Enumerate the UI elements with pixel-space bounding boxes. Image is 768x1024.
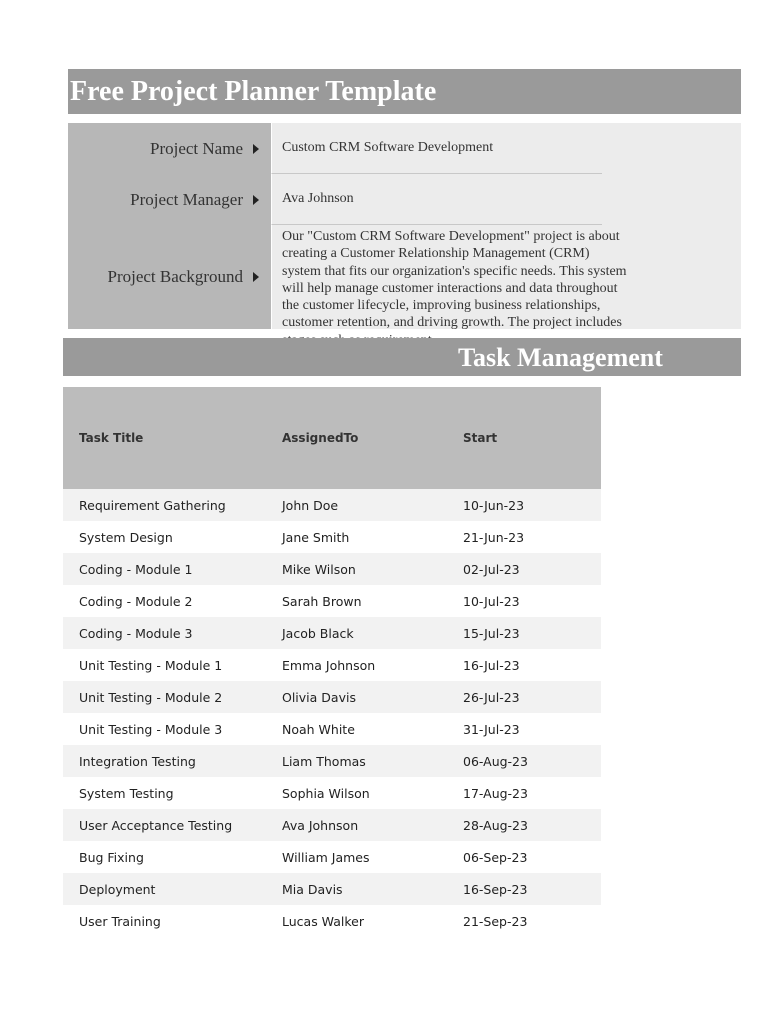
start-date-cell[interactable]: 16-Jul-23 [463,657,520,673]
start-date-cell[interactable]: 02-Jul-23 [463,561,520,577]
table-row[interactable] [63,521,601,553]
project-background-label-text: Project Background [107,267,243,286]
assigned-to-cell[interactable]: John Doe [282,497,339,513]
assigned-to-cell[interactable]: Liam Thomas [282,753,366,769]
table-row[interactable] [63,489,601,521]
task-title-cell[interactable]: Deployment [79,881,156,897]
table-row[interactable] [63,841,601,873]
start-date-cell[interactable]: 17-Aug-23 [463,785,528,801]
header-assigned-to: AssignedTo [282,431,359,445]
header-start: Start [463,431,498,445]
caret-right-icon [253,144,259,154]
assigned-to-cell[interactable]: Mia Davis [282,881,343,897]
task-title-cell[interactable]: System Design [79,529,173,545]
start-date-cell[interactable]: 31-Jul-23 [463,721,520,737]
assigned-to-cell[interactable]: Sophia Wilson [282,785,370,801]
table-row[interactable] [63,777,601,809]
start-date-cell[interactable]: 10-Jul-23 [463,593,520,609]
project-name-label-text: Project Name [150,138,243,158]
task-title-cell[interactable]: Unit Testing - Module 3 [79,721,223,737]
task-table-body [63,489,601,937]
assigned-to-cell[interactable]: William James [282,849,370,865]
task-title-cell[interactable]: Coding - Module 1 [79,561,193,577]
table-row[interactable] [63,585,601,617]
task-section-header [63,338,741,376]
task-title-cell[interactable]: Unit Testing - Module 2 [79,689,223,705]
start-date-cell[interactable]: 21-Jun-23 [463,529,525,545]
table-row[interactable] [63,809,601,841]
project-info-panel [68,123,741,329]
task-title-cell[interactable]: Coding - Module 3 [79,625,193,641]
task-title-cell[interactable]: Bug Fixing [79,849,144,865]
assigned-to-cell[interactable]: Jacob Black [282,625,354,641]
table-row[interactable] [63,873,601,905]
start-date-cell[interactable]: 28-Aug-23 [463,817,528,833]
start-date-cell[interactable]: 06-Sep-23 [463,849,528,865]
assigned-to-cell[interactable]: Mike Wilson [282,561,356,577]
task-title-cell[interactable]: Coding - Module 2 [79,593,193,609]
start-date-cell[interactable]: 16-Sep-23 [463,881,528,897]
task-title-cell[interactable]: User Training [79,913,161,929]
start-date-cell[interactable]: 10-Jun-23 [463,497,525,513]
assigned-to-cell[interactable]: Jane Smith [282,529,350,545]
task-section-title: Task Management [458,343,663,372]
task-title-cell[interactable]: System Testing [79,785,174,801]
project-background-label [108,225,260,329]
caret-right-icon [253,272,259,282]
task-title-cell[interactable]: User Acceptance Testing [79,817,233,833]
table-row[interactable] [63,649,601,681]
assigned-to-cell[interactable]: Emma Johnson [282,657,376,673]
project-manager-label-text: Project Manager [130,189,243,209]
project-background-field[interactable] [271,225,627,331]
task-title-cell[interactable]: Integration Testing [79,753,196,769]
start-date-cell[interactable]: 26-Jul-23 [463,689,520,705]
table-row[interactable] [63,905,601,937]
page-title: Free Project Planner Template [68,69,741,114]
start-date-cell[interactable]: 06-Aug-23 [463,753,528,769]
project-manager-field[interactable]: Ava Johnson [271,174,602,225]
table-row[interactable] [63,681,601,713]
header-task-title: Task Title [79,431,144,445]
assigned-to-cell[interactable]: Noah White [282,721,355,737]
table-row[interactable] [63,713,601,745]
table-row[interactable] [63,617,601,649]
project-background-text: Our "Custom CRM Software Development" project is about creating a Customer Relationship Management (CRM) system that fits our organization's specific needs. This system will help manage customer interactions and data throughout the customer lifecycle, improving business relationships, customer retention, and driving growth. The project includes [282,229,627,331]
task-table-header [63,387,601,489]
project-info-labels [68,123,271,329]
assigned-to-cell[interactable]: Olivia Davis [282,689,356,705]
task-title-cell[interactable]: Unit Testing - Module 1 [79,657,223,673]
assigned-to-cell[interactable]: Ava Johnson [282,817,359,833]
start-date-cell[interactable]: 21-Sep-23 [463,913,528,929]
start-date-cell[interactable]: 15-Jul-23 [463,625,520,641]
caret-right-icon [253,195,259,205]
task-title-cell[interactable]: Requirement Gathering [79,497,226,513]
table-row[interactable] [63,553,601,585]
project-manager-label [130,174,259,225]
project-name-label [150,123,259,174]
table-row[interactable] [63,745,601,777]
project-name-field[interactable]: Custom CRM Software Development [271,123,602,174]
assigned-to-cell[interactable]: Sarah Brown [282,593,362,609]
assigned-to-cell[interactable]: Lucas Walker [282,913,365,929]
task-table [63,387,601,937]
